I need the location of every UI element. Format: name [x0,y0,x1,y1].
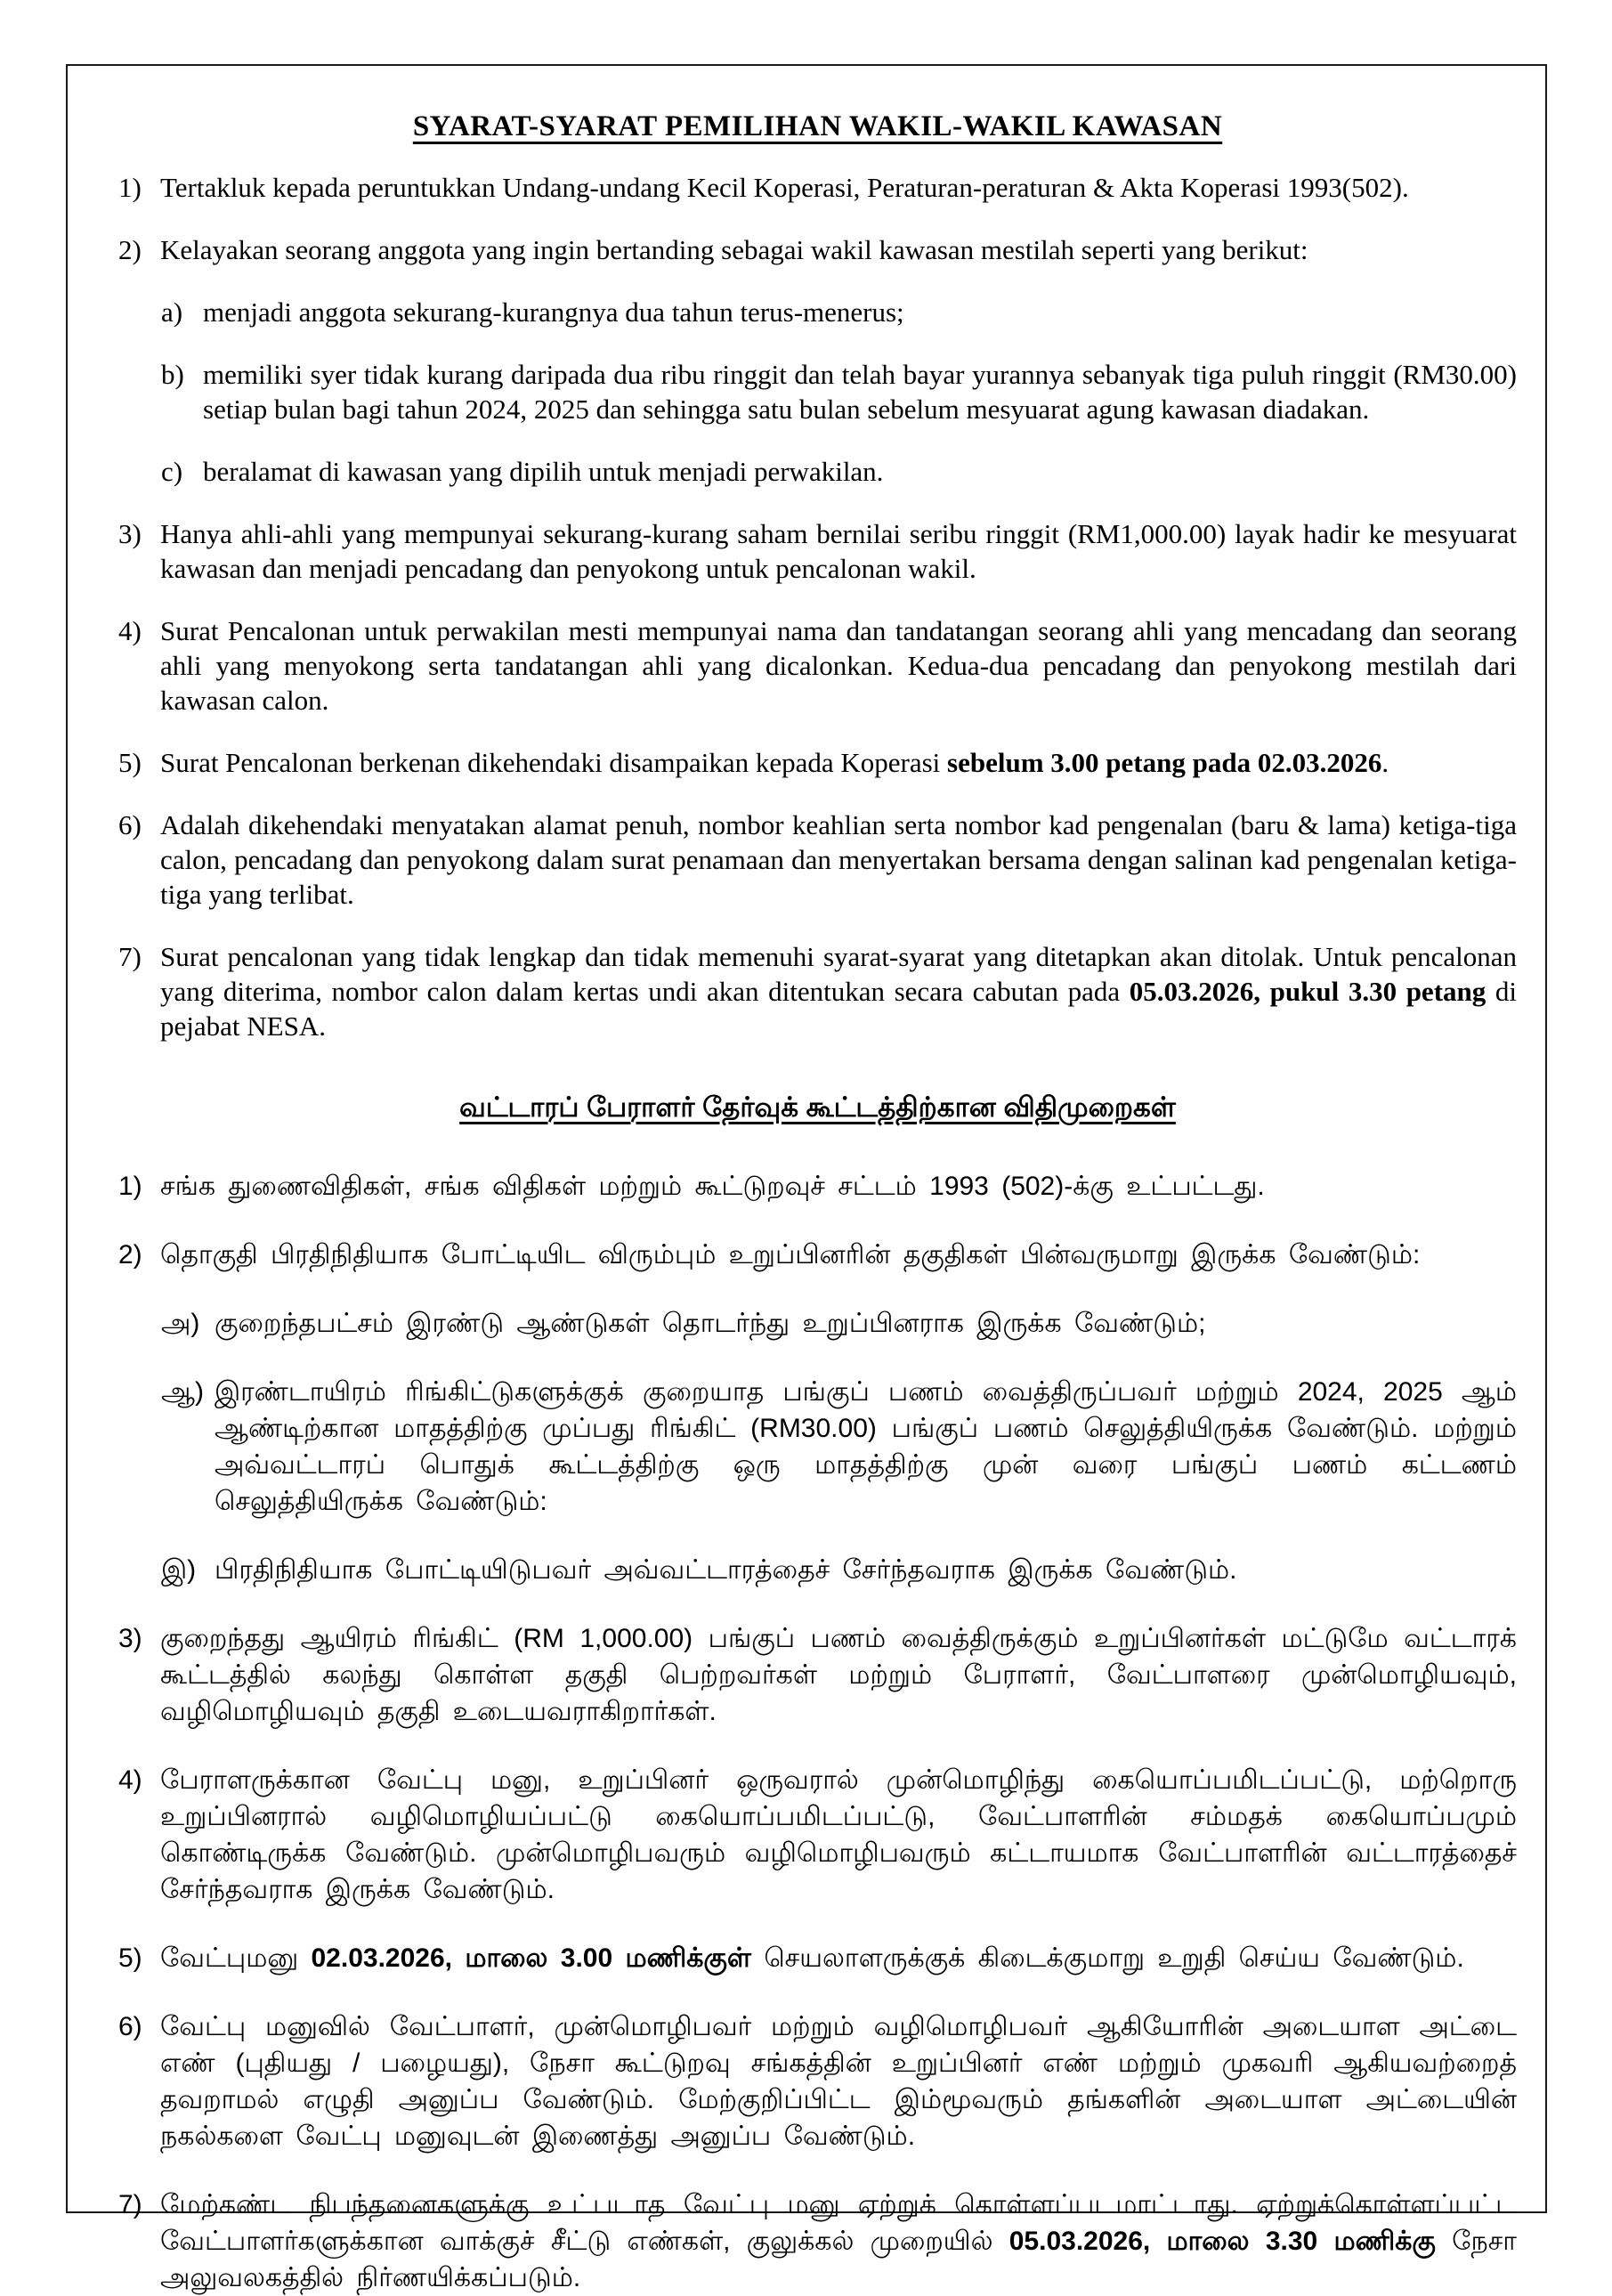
item-text-run: memiliki syer tidak kurang daripada dua ribu ringgit dan telah bayar yurannya sebanyak tiga puluh ringgit (RM30.00) setiap bulan bagi tahun 2024, 2025 dan sehingga satu bulan sebelum mesyuarat agung kawasan diadakan. [203,359,1517,425]
item-text-run: menjadi anggota sekurang-kurangnya dua tahun terus-menerus; [203,296,904,328]
item-text-run: பேராளருக்கான வேட்பு மனு, உறுப்பினர் ஒருவரால் முன்மொழிந்து கையொப்பமிடப்பட்டு, மற்றொரு உறுப்பினரால் வழிமொழியப்பட்டு கையொப்பமிடப்பட்டு, வேட்பாளரின் சம்மதக் கையொப்பமும் கொண்டிருக்க வேண்டும். முன்மொழிபவரும் வழிமொழிபவரும் கட்டாயமாக வேட்பாளரின் வட்டாரத்தைச் சேர்ந்தவராக இருக்க வேண்டும். [160,1765,1517,1904]
rule-subitem [161,454,1517,489]
rule-subitem [161,1374,1517,1520]
item-text-run: நேசா அலுவலகத்தில் நிர்ணயிக்கப்படும். [160,2227,1517,2292]
rule-item [118,807,1517,912]
item-number: 7) [118,941,142,972]
item-text-run: சங்க துணைவிதிகள், சங்க விதிகள் மற்றும் கூட்டுறவுச் சட்டம் 1993 (502)-க்கு உட்பட்டது. [160,1172,1265,1201]
item-number: c) [161,456,183,487]
item-text-run: Surat Pencalonan untuk perwakilan mesti mempunyai nama dan tandatangan seorang ahli yang mencadang dan seorang ahli yang menyokong serta tandatangan ahli yang dicalonkan. Kedua-dua pencadang dan penyokong mestilah dari kawasan calon. [160,615,1517,716]
item-text-run: Surat Pencalonan berkenan dikehendaki disampaikan kepada Koperasi [160,747,948,778]
item-number: 1) [118,172,142,203]
rule-item [118,2008,1517,2154]
item-text [215,1374,1517,1520]
item-text-run: தொகுதி பிரதிநிதியாக போட்டியிட விரும்பும் உறுப்பினரின் தகுதிகள் பின்வருமாறு இருக்க வேண்டும்: [160,1240,1421,1270]
item-text [215,1305,1517,1342]
item-text [160,1762,1517,1908]
rule-item [118,170,1517,205]
item-text-run: . [1381,747,1389,778]
item-text [160,1168,1517,1205]
item-text [160,613,1517,718]
item-text-run: Surat pencalonan yang tidak lengkap dan tidak memenuhi syarat-syarat yang ditetapkan akan ditolak. Untuk pencalonan yang diterima, nombor calon dalam kertas undi akan ditentukan secara cabutan pada [160,941,1517,1007]
rule-item [118,745,1517,780]
rule-item [118,613,1517,718]
item-text [203,357,1517,426]
item-text [160,1940,1517,1976]
rule-subitem [161,1552,1517,1588]
rule-item [118,1762,1517,1908]
rule-subitem [161,1305,1517,1342]
tamil-rules-list [118,1168,1517,2296]
rule-subitem [161,295,1517,329]
item-number: 4) [118,615,142,646]
rule-item [118,1168,1517,1205]
item-number: அ) [161,1309,200,1338]
item-text [160,170,1517,205]
item-number: 1) [118,1172,142,1201]
item-text [160,807,1517,912]
item-number: 7) [118,2190,142,2219]
item-text-run: பிரதிநிதியாக போட்டியிடுபவர் அவ்வட்டாரத்தைச் சேர்ந்தவராக இருக்க வேண்டும். [215,1555,1237,1585]
item-text-bold-run: 02.03.2026, மாலை 3.00 மணிக்குள் [311,1943,751,1973]
rule-subitem [161,357,1517,426]
rule-item [118,232,1517,267]
item-text [160,516,1517,586]
item-text-run: Hanya ahli-ahli yang mempunyai sekurang-kurang saham bernilai seribu ringgit (RM1,000.00) layak hadir ke mesyuarat kawasan dan menjadi pencadang dan penyokong untuk pencalonan wakil. [160,518,1517,584]
tamil-section-title: வட்டாரப் பேராளர் தேர்வுக் கூட்டத்திற்கான விதிமுறைகள் [459,1091,1176,1123]
item-number: 3) [118,1624,142,1653]
item-number: 6) [118,809,142,840]
item-number: 3) [118,518,142,549]
item-text [160,2008,1517,2154]
page-border-frame [66,64,1547,2292]
item-text [203,454,1517,489]
rule-item [118,1237,1517,1273]
item-text-run: செயலாளருக்குக் கிடைக்குமாறு உறுதி செய்ய வேண்டும். [750,1943,1464,1973]
item-text [160,232,1517,267]
malay-rules-list [118,170,1517,1043]
rule-item [118,1940,1517,1976]
item-number: a) [161,296,183,328]
item-text-run: மேற்கண்ட நிபந்தனைகளுக்கு உட்படாத வேட்பு மனு ஏற்றுக் கொள்ளப்படமாட்டாது. ஏற்றுக்கொள்ளப்பட்ட வேட்பாளர்களுக்கான வாக்குச் சீட்டு எண்கள், குலுக்கல் முறையில் [160,2190,1517,2256]
item-text-run: Kelayakan seorang anggota yang ingin bertanding sebagai wakil kawasan mestilah seperti yang berikut: [160,234,1308,265]
item-number: இ) [161,1555,197,1585]
item-text-bold-run: sebelum 3.00 petang pada 02.03.2026 [947,747,1382,778]
item-text-run: வேட்புமனு [160,1943,312,1973]
item-number: 5) [118,1943,142,1973]
item-number: ஆ) [161,1377,204,1407]
item-text-bold-run: 05.03.2026, மாலை 3.30 மணிக்கு [1009,2227,1436,2256]
item-text [160,1620,1517,1730]
item-text [160,745,1517,780]
item-text-run: Tertakluk kepada peruntukkan Undang-undang Kecil Koperasi, Peraturan-peraturan & Akta Koperasi 1993(502). [160,172,1409,203]
item-number: b) [161,359,184,390]
rule-item [118,2186,1517,2296]
item-number: 2) [118,1240,142,1270]
item-number: 2) [118,234,142,265]
item-text-run: குறைந்தபட்சம் இரண்டு ஆண்டுகள் தொடர்ந்து உறுப்பினராக இருக்க வேண்டும்; [215,1309,1206,1338]
item-text-run: குறைந்தது ஆயிரம் ரிங்கிட் (RM 1,000.00) பங்குப் பணம் வைத்திருக்கும் உறுப்பினர்கள் மட்டுமே வட்டாரக் கூட்டத்தில் கலந்து கொள்ள தகுதி பெற்றவர்கள் மற்றும் பேராளர், வேட்பாளரை முன்மொழியவும், வழிமொழியவும் தகுதி உடையவராகிறார்கள். [160,1624,1517,1726]
item-text [160,939,1517,1043]
item-text-run: வேட்பு மனுவில் வேட்பாளர், முன்மொழிபவர் மற்றும் வழிமொழிபவர் ஆகியோரின் அடையாள அட்டை எண் (புதியது / பழையது), நேசா கூட்டுறவு சங்கத்தின் உறுப்பினர் எண் மற்றும் முகவரி ஆகியவற்றைத் தவறாமல் எழுதி அனுப்ப வேண்டும். மேற்குறிப்பிட்ட இம்மூவரும் தங்களின் அடையாள அட்டையின் நகல்களை வேட்பு மனுவுடன் இணைத்து அனுப்ப வேண்டும். [160,2012,1517,2151]
malay-section-title: SYARAT-SYARAT PEMILIHAN WAKIL-WAKIL KAWASAN [412,110,1223,142]
item-text-run: இரண்டாயிரம் ரிங்கிட்டுகளுக்குக் குறையாத பங்குப் பணம் வைத்திருப்பவர் மற்றும் 2024, 2025 ஆம் ஆண்டிற்கான மாதத்திற்கு முப்பது ரிங்கிட் (RM30.00) பங்குப் பணம் செலுத்தியிருக்க வேண்டும். மற்றும் அவ்வட்டாரப் பொதுக் கூட்டத்திற்கு ஒரு மாதத்திற்கு முன் வரை பங்குப் பணம் கட்டணம் செலுத்தியிருக்க வேண்டும்: [215,1377,1517,1516]
rule-item [118,939,1517,1043]
rule-item [118,516,1517,586]
item-text-bold-run: 05.03.2026, pukul 3.30 petang [1129,976,1486,1007]
item-text [215,1552,1517,1588]
item-text [160,2186,1517,2296]
item-text-run: Adalah dikehendaki menyatakan alamat penuh, nombor keahlian serta nombor kad pengenalan (baru & lama) ketiga-tiga calon, pencadang dan penyokong dalam surat penamaan dan menyertakan bersama dengan salinan kad pengenalan ketiga-tiga yang terlibat. [160,809,1517,910]
item-text-run: beralamat di kawasan yang dipilih untuk menjadi perwakilan. [203,456,884,487]
item-number: 6) [118,2012,142,2041]
item-text-run: di pejabat NESA. [160,976,1517,1042]
item-text [203,295,1517,329]
rule-item [118,1620,1517,1730]
item-number: 5) [118,747,142,778]
item-text [160,1237,1517,1273]
item-number: 4) [118,1765,142,1795]
